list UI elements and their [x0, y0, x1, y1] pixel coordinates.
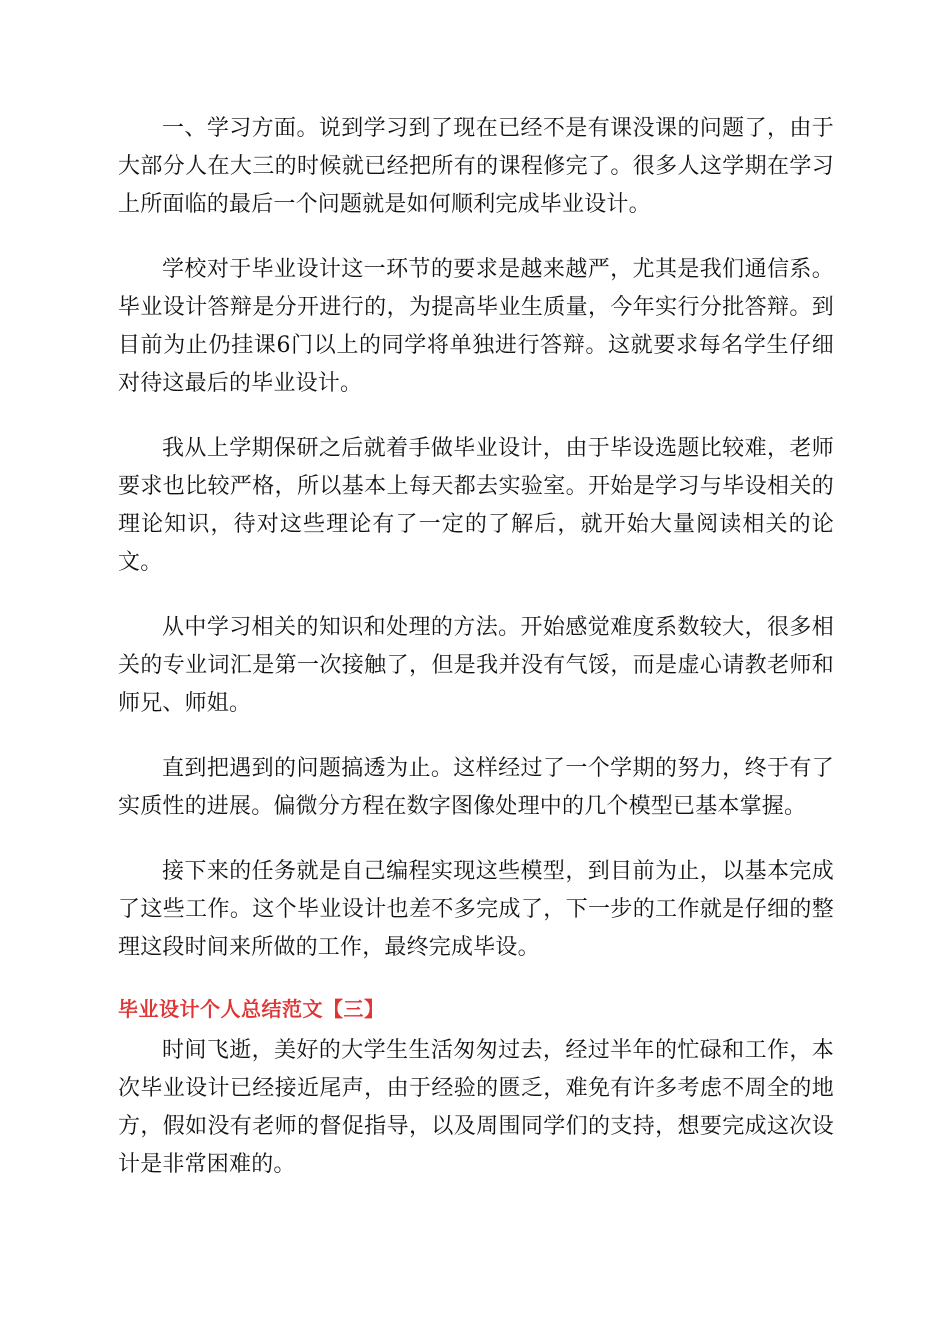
body-paragraph-7: 时间飞逝，美好的大学生生活匆匆过去，经过半年的忙碌和工作，本次毕业设计已经接近尾声，由于经验的匮乏，难免有许多考虑不周全的地方，假如没有老师的督促指导，以及周围同学们的支持，想要完成这次设计是非常困难的。 [118, 1038, 834, 1177]
body-paragraph-3: 我从上学期保研之后就着手做毕业设计，由于毕设选题比较难，老师要求也比较严格，所以基本上每天都去实验室。开始是学习与毕设相关的理论知识，待对这些理论有了一定的了解后，就开始大量阅读相关的论文。 [118, 436, 834, 575]
body-paragraph-6: 接下来的任务就是自己编程实现这些模型，到目前为止，以基本完成了这些工作。这个毕业设计也差不多完成了，下一步的工作就是仔细的整理这段时间来所做的工作，最终完成毕设。 [118, 859, 834, 960]
document-body [118, 110, 834, 1211]
body-paragraph-2: 学校对于毕业设计这一环节的要求是越来越严，尤其是我们通信系。毕业设计答辩是分开进行的，为提高毕业生质量，今年实行分批答辩。到目前为止仍挂课6门以上的同学将单独进行答辩。这就要求每名学生仔细对待这最后的毕业设计。 [118, 257, 834, 396]
body-paragraph-5: 直到把遇到的问题搞透为止。这样经过了一个学期的努力，终于有了实质性的进展。偏微分方程在数字图像处理中的几个模型已基本掌握。 [118, 756, 834, 819]
section-heading: 毕业设计个人总结范文【三】 [118, 997, 385, 1021]
body-paragraph-1: 一、学习方面。说到学习到了现在已经不是有课没课的问题了，由于大部分人在大三的时候就已经把所有的课程修完了。很多人这学期在学习上所面临的最后一个问题就是如何顺利完成毕业设计。 [118, 116, 834, 217]
body-paragraph-4: 从中学习相关的知识和处理的方法。开始感觉难度系数较大，很多相关的专业词汇是第一次接触了，但是我并没有气馁，而是虚心请教老师和师兄、师姐。 [118, 615, 834, 716]
